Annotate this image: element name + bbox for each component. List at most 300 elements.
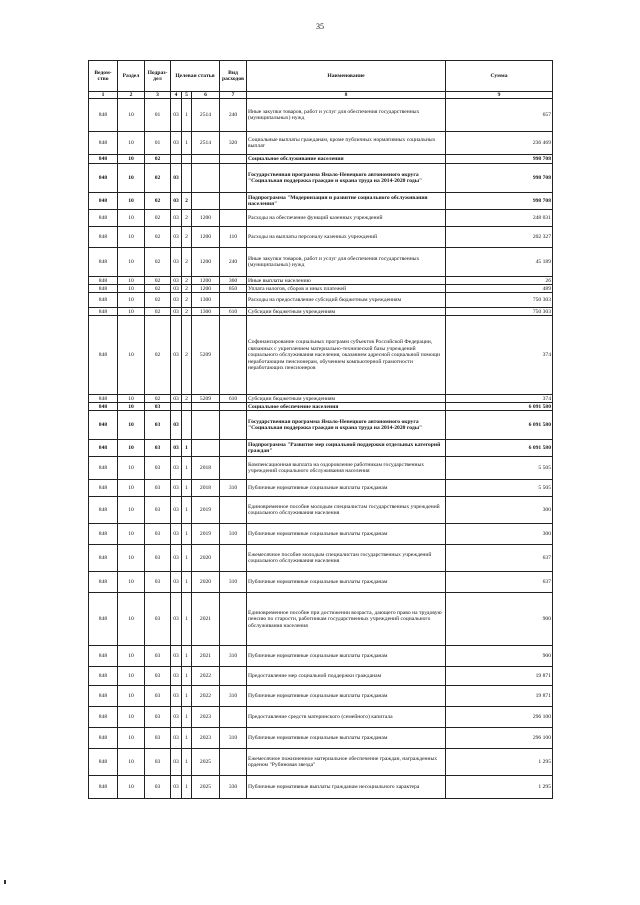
cell-department: 848: [89, 210, 118, 227]
table-row: [89, 155, 553, 164]
cell-target-subprogram: 1: [182, 524, 192, 545]
cell-target-program: 03: [171, 99, 182, 132]
cell-name: Государственная программа Ямало-Ненецкого автономного округа "Социальная поддержка граждан и охрана труда на 2014-2020 годы": [247, 411, 446, 440]
cell-sum: 900: [446, 646, 553, 667]
cell-name: Социальное обслуживание населения: [247, 155, 446, 164]
cell-target-code: 2023: [192, 728, 220, 749]
cell-name: Расходы на предоставление субсидий бюджетным учреждениям: [247, 293, 446, 308]
cell-name: Субсидии бюджетным учреждениям: [247, 308, 446, 316]
table-row: [89, 99, 553, 132]
cell-department: 848: [89, 227, 118, 248]
col-number: 7: [220, 92, 247, 99]
cell-name: Иные закупки товаров, работ и услуг для обеспечения государственных (муниципальных) нужд: [247, 99, 446, 132]
cell-expense-type: 360: [220, 277, 247, 285]
cell-sum: 637: [446, 545, 553, 572]
cell-expense-type: [220, 403, 247, 411]
cell-target-code: 2021: [192, 646, 220, 667]
table-row: [89, 193, 553, 210]
cell-department: 848: [89, 667, 118, 686]
cell-target-subprogram: 2: [182, 227, 192, 248]
cell-target-subprogram: 2: [182, 277, 192, 285]
cell-sum: 900: [446, 593, 553, 646]
cell-target-code: 1200: [192, 277, 220, 285]
cell-target-code: [192, 164, 220, 193]
cell-target-code: 2025: [192, 749, 220, 776]
cell-section: 10: [118, 749, 145, 776]
cell-sum: 248 031: [446, 210, 553, 227]
cell-target-code: 2020: [192, 572, 220, 593]
cell-target-subprogram: 2: [182, 193, 192, 210]
cell-subsection: 03: [145, 728, 171, 749]
cell-expense-type: [220, 316, 247, 395]
cell-target-code: 1200: [192, 210, 220, 227]
cell-subsection: 02: [145, 285, 171, 293]
cell-name: Публичные нормативные выплаты гражданам несоциального характера: [247, 776, 446, 799]
cell-target-subprogram: 2: [182, 316, 192, 395]
cell-subsection: 03: [145, 686, 171, 707]
cell-name: Единовременное пособие при достижении возраста, дающего право на трудовую пенсию по старости, работникам государственных учреждений социального обслуживания населения: [247, 593, 446, 646]
cell-name: Ежемесячное пособие молодым специалистам государственных учреждений социального обслуживания населения: [247, 545, 446, 572]
cell-sum: 657: [446, 99, 553, 132]
header-row: [89, 61, 553, 92]
cell-subsection: 02: [145, 193, 171, 210]
cell-target-subprogram: 1: [182, 572, 192, 593]
cell-target-program: 03: [171, 524, 182, 545]
cell-target-program: 03: [171, 686, 182, 707]
cell-subsection: 03: [145, 545, 171, 572]
header-expense-type: Вид расходов: [220, 61, 247, 92]
cell-department: 848: [89, 480, 118, 497]
table-row: [89, 293, 553, 308]
table-row: [89, 728, 553, 749]
cell-expense-type: 610: [220, 308, 247, 316]
page-number: 35: [316, 22, 324, 31]
header-name: Наименование: [247, 61, 446, 92]
cell-section: 10: [118, 457, 145, 480]
cell-section: 10: [118, 285, 145, 293]
cell-sum: 5 505: [446, 480, 553, 497]
cell-target-code: 1200: [192, 285, 220, 293]
cell-name: Публичные нормативные социальные выплаты гражданам: [247, 646, 446, 667]
cell-target-program: 03: [171, 497, 182, 524]
cell-sum: 1 295: [446, 776, 553, 799]
cell-sum: 6 091 580: [446, 440, 553, 457]
cell-sum: 296 100: [446, 707, 553, 728]
cell-sum: 1 295: [446, 749, 553, 776]
cell-target-code: 2019: [192, 524, 220, 545]
cell-target-program: 03: [171, 210, 182, 227]
table-row: [89, 593, 553, 646]
cell-name: Расходы на обеспечение функций казенных учреждений: [247, 210, 446, 227]
cell-sum: 300: [446, 524, 553, 545]
header-razdel: Раздел: [118, 61, 145, 92]
cell-section: 10: [118, 164, 145, 193]
cell-target-subprogram: 1: [182, 646, 192, 667]
cell-section: 10: [118, 728, 145, 749]
cell-section: 10: [118, 277, 145, 285]
cell-target-code: 2514: [192, 132, 220, 155]
cell-name: Социальные выплаты гражданам, кроме публичных нормативных социальных выплат: [247, 132, 446, 155]
cell-section: 10: [118, 524, 145, 545]
cell-target-code: 2514: [192, 99, 220, 132]
cell-sum: 998 708: [446, 193, 553, 210]
cell-subsection: 03: [145, 497, 171, 524]
cell-subsection: 02: [145, 155, 171, 164]
cell-name: Ежемесячное пожизненное материальное обеспечение граждан, награжденных орденом "Рубиновая звезда": [247, 749, 446, 776]
cell-target-program: 03: [171, 277, 182, 285]
cell-sum: 45 189: [446, 248, 553, 277]
cell-name: Расходы на выплаты персоналу казенных учреждений: [247, 227, 446, 248]
cell-name: Публичные нормативные социальные выплаты гражданам: [247, 572, 446, 593]
cell-target-program: 03: [171, 440, 182, 457]
cell-department: 848: [89, 155, 118, 164]
cell-department: 848: [89, 395, 118, 403]
cell-target-subprogram: 1: [182, 776, 192, 799]
cell-section: 10: [118, 686, 145, 707]
cell-section: 10: [118, 667, 145, 686]
cell-expense-type: [220, 164, 247, 193]
header-ved: Ведом-ство: [89, 61, 118, 92]
cell-target-code: [192, 411, 220, 440]
cell-department: 848: [89, 316, 118, 395]
cell-target-subprogram: 2: [182, 395, 192, 403]
cell-section: 10: [118, 545, 145, 572]
cell-name: Публичные нормативные социальные выплаты гражданам: [247, 480, 446, 497]
cell-subsection: 01: [145, 99, 171, 132]
cell-target-program: 03: [171, 646, 182, 667]
cell-target-subprogram: [182, 155, 192, 164]
cell-target-program: 03: [171, 164, 182, 193]
cell-department: 848: [89, 132, 118, 155]
cell-department: 848: [89, 248, 118, 277]
table-row: [89, 707, 553, 728]
cell-sum: 6 091 580: [446, 411, 553, 440]
cell-department: 848: [89, 411, 118, 440]
table-row: [89, 480, 553, 497]
cell-section: 10: [118, 403, 145, 411]
cell-target-code: 5209: [192, 395, 220, 403]
cell-target-program: 03: [171, 572, 182, 593]
cell-target-code: 1300: [192, 308, 220, 316]
cell-name: Подпрограмма "Развитие мер социальной поддержки отдельных категорий граждан": [247, 440, 446, 457]
margin-mark: [4, 880, 6, 884]
cell-subsection: 01: [145, 132, 171, 155]
cell-target-subprogram: 2: [182, 293, 192, 308]
cell-target-code: [192, 403, 220, 411]
cell-target-subprogram: 2: [182, 210, 192, 227]
cell-name: Публичные нормативные социальные выплаты гражданам: [247, 686, 446, 707]
cell-subsection: 03: [145, 776, 171, 799]
table-row: [89, 164, 553, 193]
table-row: [89, 545, 553, 572]
cell-target-code: 1300: [192, 293, 220, 308]
cell-sum: 489: [446, 285, 553, 293]
cell-department: 848: [89, 776, 118, 799]
cell-target-code: [192, 155, 220, 164]
cell-section: 10: [118, 248, 145, 277]
cell-subsection: 03: [145, 593, 171, 646]
cell-section: 10: [118, 497, 145, 524]
cell-subsection: 02: [145, 277, 171, 285]
col-number: 9: [446, 92, 553, 99]
cell-sum: 750 303: [446, 293, 553, 308]
cell-target-code: 2020: [192, 545, 220, 572]
cell-target-program: 03: [171, 293, 182, 308]
cell-department: 848: [89, 749, 118, 776]
cell-section: 10: [118, 395, 145, 403]
cell-name: Публичные нормативные социальные выплаты гражданам: [247, 524, 446, 545]
cell-expense-type: 240: [220, 248, 247, 277]
cell-section: 10: [118, 316, 145, 395]
cell-name: Иные выплаты населению: [247, 277, 446, 285]
cell-target-program: 03: [171, 248, 182, 277]
cell-target-subprogram: 1: [182, 707, 192, 728]
cell-subsection: 03: [145, 457, 171, 480]
cell-sum: 236 469: [446, 132, 553, 155]
cell-target-code: 1200: [192, 248, 220, 277]
table-row: [89, 667, 553, 686]
cell-expense-type: [220, 749, 247, 776]
cell-target-subprogram: 1: [182, 457, 192, 480]
cell-department: 848: [89, 164, 118, 193]
cell-section: 10: [118, 440, 145, 457]
cell-name: Иные закупки товаров, работ и услуг для обеспечения государственных (муниципальных) нужд: [247, 248, 446, 277]
cell-target-program: 03: [171, 227, 182, 248]
cell-expense-type: [220, 667, 247, 686]
cell-name: Социальное обеспечение населения: [247, 403, 446, 411]
cell-target-subprogram: 1: [182, 593, 192, 646]
table-row: [89, 686, 553, 707]
cell-department: 848: [89, 593, 118, 646]
cell-target-code: 2021: [192, 593, 220, 646]
cell-subsection: 02: [145, 248, 171, 277]
cell-target-code: 5209: [192, 316, 220, 395]
cell-sum: 998 708: [446, 164, 553, 193]
table-row: [89, 524, 553, 545]
cell-subsection: 03: [145, 403, 171, 411]
cell-target-subprogram: 1: [182, 667, 192, 686]
cell-target-subprogram: [182, 411, 192, 440]
cell-section: 10: [118, 293, 145, 308]
cell-expense-type: [220, 497, 247, 524]
cell-name: Софинансирование социальных программ субъектов Российской Федерации, связанных с укреплением материально-технической базы учреждений социального обслуживания населения, оказанием адресной социальной помощи неработающим пенсионерам, обучением компьютерной грамотности неработающих пенсионеров: [247, 316, 446, 395]
cell-section: 10: [118, 193, 145, 210]
header-sum: Сумма: [446, 61, 553, 92]
header-podrazdel: Подраз-дел: [145, 61, 171, 92]
cell-target-program: 03: [171, 728, 182, 749]
col-number: 2: [118, 92, 145, 99]
cell-expense-type: 310: [220, 572, 247, 593]
cell-expense-type: 310: [220, 686, 247, 707]
cell-sum: 19 871: [446, 667, 553, 686]
cell-target-program: 03: [171, 457, 182, 480]
cell-expense-type: [220, 545, 247, 572]
cell-target-program: 03: [171, 308, 182, 316]
cell-department: 848: [89, 545, 118, 572]
cell-subsection: 02: [145, 308, 171, 316]
cell-department: 848: [89, 285, 118, 293]
cell-sum: 374: [446, 316, 553, 395]
cell-department: 848: [89, 193, 118, 210]
header-target-article: Целевая статья: [171, 61, 220, 92]
cell-department: 848: [89, 99, 118, 132]
cell-department: 848: [89, 457, 118, 480]
cell-expense-type: [220, 411, 247, 440]
table-row: [89, 457, 553, 480]
cell-department: 848: [89, 403, 118, 411]
cell-subsection: 03: [145, 707, 171, 728]
cell-subsection: 03: [145, 524, 171, 545]
cell-section: 10: [118, 155, 145, 164]
cell-subsection: 02: [145, 164, 171, 193]
table-row: [89, 132, 553, 155]
cell-sum: 637: [446, 572, 553, 593]
cell-expense-type: 310: [220, 646, 247, 667]
cell-name: Государственная программа Ямало-Ненецкого автономного округа "Социальная поддержка граждан и охрана труда на 2014-2020 годы": [247, 164, 446, 193]
cell-subsection: 03: [145, 667, 171, 686]
cell-target-subprogram: 1: [182, 99, 192, 132]
cell-sum: 19 871: [446, 686, 553, 707]
cell-name: Публичные нормативные социальные выплаты гражданам: [247, 728, 446, 749]
cell-sum: 750 303: [446, 308, 553, 316]
column-number-row: [89, 92, 553, 99]
cell-expense-type: 310: [220, 524, 247, 545]
cell-target-program: 03: [171, 749, 182, 776]
table-row: [89, 227, 553, 248]
cell-expense-type: 850: [220, 285, 247, 293]
cell-expense-type: 110: [220, 227, 247, 248]
cell-target-program: [171, 155, 182, 164]
col-number: 1: [89, 92, 118, 99]
cell-target-program: 03: [171, 132, 182, 155]
cell-target-program: 03: [171, 667, 182, 686]
cell-expense-type: [220, 193, 247, 210]
col-number: 4: [171, 92, 182, 99]
cell-target-subprogram: [182, 403, 192, 411]
cell-department: 848: [89, 440, 118, 457]
table-row: [89, 776, 553, 799]
cell-name: Компенсационная выплата на оздоровление работникам государственных учреждений социального обслуживания населения: [247, 457, 446, 480]
cell-expense-type: [220, 457, 247, 480]
table-body: [89, 99, 553, 799]
cell-target-subprogram: 1: [182, 132, 192, 155]
cell-name: Уплата налогов, сборов и иных платежей: [247, 285, 446, 293]
table-row: [89, 316, 553, 395]
cell-section: 10: [118, 572, 145, 593]
cell-expense-type: 310: [220, 728, 247, 749]
cell-target-program: 03: [171, 707, 182, 728]
cell-expense-type: [220, 440, 247, 457]
cell-section: 10: [118, 411, 145, 440]
cell-target-subprogram: 2: [182, 285, 192, 293]
table-row: [89, 277, 553, 285]
cell-target-code: 2018: [192, 480, 220, 497]
cell-target-subprogram: 1: [182, 686, 192, 707]
cell-section: 10: [118, 227, 145, 248]
cell-section: 10: [118, 132, 145, 155]
col-number: 8: [247, 92, 446, 99]
cell-target-program: 03: [171, 545, 182, 572]
cell-expense-type: 240: [220, 99, 247, 132]
cell-department: 848: [89, 293, 118, 308]
cell-name: Единовременное пособие молодым специалистам государственных учреждений социального обслуживания населения: [247, 497, 446, 524]
cell-expense-type: 310: [220, 480, 247, 497]
cell-section: 10: [118, 646, 145, 667]
table-row: [89, 440, 553, 457]
cell-sum: 300: [446, 497, 553, 524]
cell-target-code: 2025: [192, 776, 220, 799]
cell-section: 10: [118, 480, 145, 497]
cell-target-code: 1200: [192, 227, 220, 248]
cell-target-program: 03: [171, 776, 182, 799]
cell-name: Субсидии бюджетным учреждениям: [247, 395, 446, 403]
cell-section: 10: [118, 776, 145, 799]
table-row: [89, 411, 553, 440]
col-number: 6: [192, 92, 220, 99]
cell-department: 848: [89, 277, 118, 285]
cell-sum: 26: [446, 277, 553, 285]
cell-expense-type: 320: [220, 132, 247, 155]
cell-section: 10: [118, 593, 145, 646]
cell-subsection: 02: [145, 227, 171, 248]
cell-section: 10: [118, 707, 145, 728]
cell-department: 848: [89, 728, 118, 749]
cell-target-subprogram: 1: [182, 749, 192, 776]
cell-sum: 5 505: [446, 457, 553, 480]
cell-target-program: [171, 403, 182, 411]
cell-target-code: 2022: [192, 667, 220, 686]
cell-target-code: 2019: [192, 497, 220, 524]
cell-department: 848: [89, 707, 118, 728]
cell-subsection: 03: [145, 480, 171, 497]
cell-target-code: 2022: [192, 686, 220, 707]
table-row: [89, 248, 553, 277]
table-row: [89, 395, 553, 403]
cell-subsection: 02: [145, 395, 171, 403]
cell-target-code: [192, 193, 220, 210]
cell-target-subprogram: [182, 164, 192, 193]
budget-table: [88, 60, 553, 799]
cell-target-code: [192, 440, 220, 457]
cell-target-program: 03: [171, 285, 182, 293]
cell-expense-type: [220, 210, 247, 227]
cell-subsection: 02: [145, 293, 171, 308]
cell-target-program: 03: [171, 593, 182, 646]
cell-sum: 6 091 580: [446, 403, 553, 411]
cell-target-subprogram: 1: [182, 440, 192, 457]
cell-target-subprogram: 1: [182, 480, 192, 497]
cell-target-subprogram: 1: [182, 545, 192, 572]
cell-section: 10: [118, 210, 145, 227]
cell-target-program: 03: [171, 480, 182, 497]
cell-subsection: 02: [145, 316, 171, 395]
cell-department: 848: [89, 497, 118, 524]
cell-expense-type: [220, 593, 247, 646]
cell-department: 848: [89, 524, 118, 545]
cell-name: Предоставление средств материнского (семейного) капитала: [247, 707, 446, 728]
cell-department: 848: [89, 308, 118, 316]
cell-target-program: 03: [171, 316, 182, 395]
table-row: [89, 308, 553, 316]
cell-expense-type: [220, 707, 247, 728]
cell-expense-type: 330: [220, 776, 247, 799]
table-row: [89, 285, 553, 293]
cell-sum: 296 100: [446, 728, 553, 749]
cell-target-subprogram: 1: [182, 497, 192, 524]
cell-expense-type: 610: [220, 395, 247, 403]
cell-subsection: 03: [145, 440, 171, 457]
cell-sum: 998 708: [446, 155, 553, 164]
